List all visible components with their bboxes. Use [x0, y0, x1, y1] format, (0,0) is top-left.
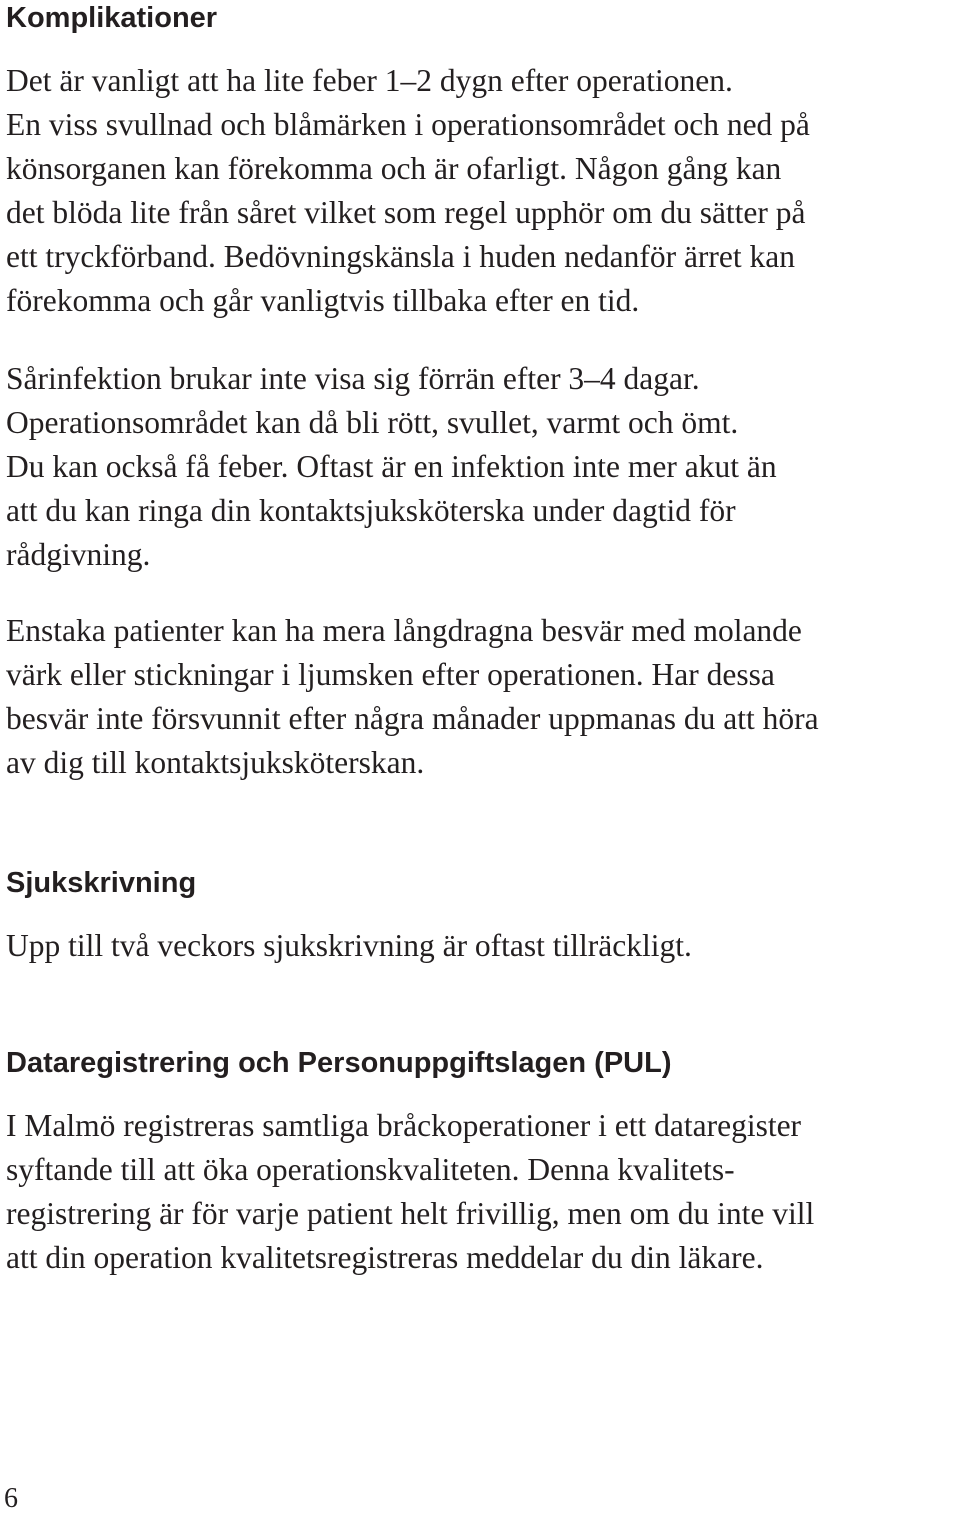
text-line: könsorganen kan förekomma och är ofarligt. Någon gång kan [6, 151, 782, 186]
text-line: En viss svullnad och blåmärken i operationsområdet och ned på [6, 107, 810, 142]
text-line: att din operation kvalitetsregistreras meddelar du din läkare. [6, 1240, 764, 1275]
paragraph [6, 609, 956, 785]
text-line: Operationsområdet kan då bli rött, svullet, varmt och ömt. [6, 405, 739, 440]
section-heading: Dataregistrering och Personuppgiftslagen (PUL) [6, 1047, 672, 1079]
text-line: Enstaka patienter kan ha mera långdragna besvär med molande [6, 613, 802, 648]
text-line: Du kan också få feber. Oftast är en infektion inte mer akut än [6, 449, 777, 484]
text-line: värk eller stickningar i ljumsken efter operationen. Har dessa [6, 657, 775, 692]
text-line: Sårinfektion brukar inte visa sig förrän efter 3–4 dagar. [6, 361, 700, 396]
section-komplikationer [6, 0, 956, 785]
paragraph [6, 924, 956, 968]
text-line: Det är vanligt att ha lite feber 1–2 dygn efter operationen. [6, 63, 733, 98]
paragraph [6, 59, 956, 323]
text-line: besvär inte försvunnit efter några månader uppmanas du att höra [6, 701, 819, 736]
text-line: syftande till att öka operationskvaliteten. Denna kvalitets- [6, 1152, 735, 1187]
section-sjukskrivning [6, 865, 956, 968]
text-line: av dig till kontaktsjuksköterskan. [6, 745, 425, 780]
text-line: förekomma och går vanligtvis tillbaka efter en tid. [6, 283, 640, 318]
text-line: ett tryckförband. Bedövningskänsla i huden nedanför ärret kan [6, 239, 795, 274]
section-heading: Sjukskrivning [6, 867, 197, 899]
text-line: rådgivning. [6, 537, 151, 572]
paragraph [6, 357, 956, 577]
text-line: I Malmö registreras samtliga bråckoperationer i ett dataregister [6, 1108, 802, 1143]
text-line: att du kan ringa din kontaktsjuksköterska under dagtid för [6, 493, 736, 528]
page-number: 6 [4, 1483, 18, 1514]
paragraph [6, 1104, 956, 1280]
text-line: det blöda lite från såret vilket som regel upphör om du sätter på [6, 195, 806, 230]
text-line: Upp till två veckors sjukskrivning är oftast tillräckligt. [6, 928, 692, 963]
section-heading: Komplikationer [6, 2, 218, 34]
section-dataregistrering [6, 1045, 956, 1280]
text-line: registrering är för varje patient helt frivillig, men om du inte vill [6, 1196, 815, 1231]
